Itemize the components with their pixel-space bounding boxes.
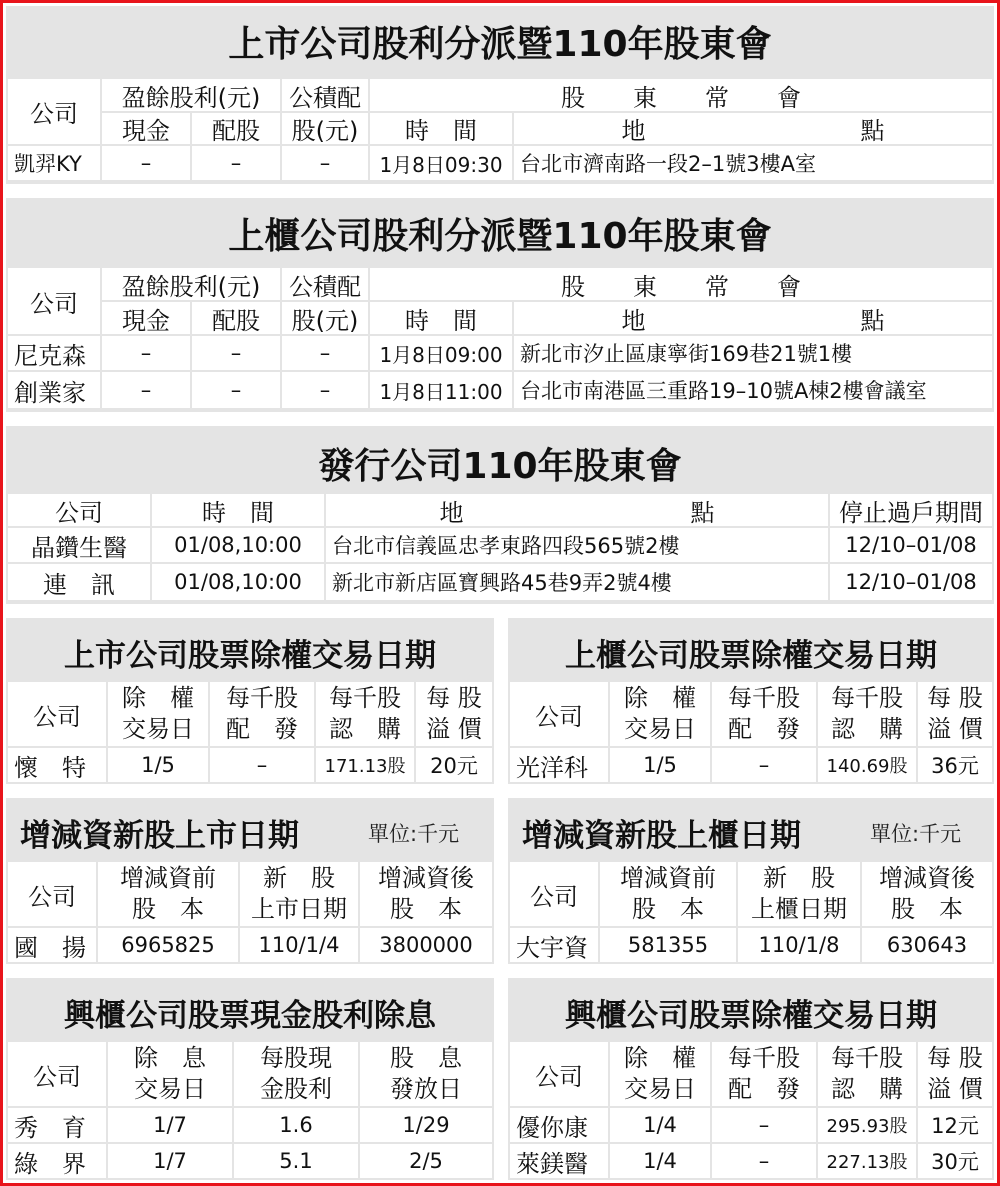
header-subscribe-2: 認 購 [329, 715, 401, 743]
listed-exrights-section [6, 618, 494, 784]
header-company: 公司 [8, 862, 96, 926]
header-paydate-1: 股 息 [390, 1044, 462, 1072]
header-agm: 股 東 常 會 [370, 79, 992, 111]
header-newdate-1: 新 股 [263, 864, 335, 892]
cash-cell: 5.1 [234, 1144, 358, 1178]
header-distribute-1: 每千股 [728, 684, 800, 712]
header-distribute-1: 每千股 [728, 1044, 800, 1072]
company-cell: 光洋科 [510, 748, 608, 782]
exdate-cell: 1/5 [108, 748, 208, 782]
header-cash-2: 金股利 [260, 1075, 332, 1103]
header-exdate-2: 交易日 [122, 715, 194, 743]
company-cell: 優你康 [510, 1108, 608, 1142]
header-after-2: 股 本 [390, 895, 462, 923]
header-subscribe-1: 每千股 [329, 684, 401, 712]
section-title: 興櫃公司股票現金股利除息 [64, 998, 436, 1034]
unit-label: 單位:千元 [870, 822, 962, 846]
place-cell: 台北市濟南路一段2–1號3樓A室 [514, 146, 992, 180]
header-premium-1: 每 股 [927, 684, 983, 712]
header-premium [416, 682, 492, 746]
cash-cell: – [102, 372, 190, 408]
reserve-cell: – [282, 146, 368, 180]
subscribe-cell: 140.69股 [818, 748, 916, 782]
after-cell: 630643 [862, 928, 992, 962]
header-earnings-dividend: 盈餘股利(元) [102, 79, 280, 111]
section-title: 上市公司股利分派暨110年股東會 [228, 24, 772, 65]
header-premium-2: 溢 價 [426, 715, 482, 743]
header-company: 公司 [510, 862, 598, 926]
exdate-cell: 1/5 [610, 748, 710, 782]
company-cell: 大宇資 [510, 928, 598, 962]
header-before-2: 股 本 [132, 895, 204, 923]
subscribe-cell: 227.13股 [818, 1144, 916, 1178]
header-premium-1: 每 股 [426, 684, 482, 712]
header-cash: 現金 [102, 113, 190, 144]
exdate-cell: 1/7 [108, 1144, 232, 1178]
header-company: 公司 [8, 682, 106, 746]
cash-cell: – [102, 146, 190, 180]
header-subscribe [316, 682, 414, 746]
header-distribute [712, 1042, 816, 1106]
header-company: 公司 [8, 79, 100, 144]
suspension-cell: 12/10–01/08 [830, 528, 992, 562]
header-place-2: 點 [690, 498, 715, 526]
header-place-1: 地 [621, 117, 646, 144]
place-cell: 新北市新店區寶興路45巷9弄2號4樓 [326, 564, 828, 600]
header-company: 公司 [8, 1042, 106, 1106]
time-cell: 01/08,10:00 [152, 528, 324, 562]
header-premium-2: 溢 價 [927, 715, 983, 743]
header-after-1: 增減資後 [879, 864, 975, 892]
header-place-1: 地 [621, 306, 646, 334]
header-paydate [360, 1042, 492, 1106]
header-distribute [210, 682, 314, 746]
header-distribute-1: 每千股 [226, 684, 298, 712]
header-time: 時 間 [152, 494, 324, 526]
header-after-2: 股 本 [891, 895, 963, 923]
header-cash: 現金 [102, 302, 190, 334]
header-premium-1: 每 股 [927, 1044, 983, 1072]
emerging-cash-section [6, 978, 494, 1180]
company-cell: 萊鎂醫 [510, 1144, 608, 1178]
header-company: 公司 [510, 1042, 608, 1106]
company-cell: 創業家 [8, 372, 100, 408]
issuer-agm-section [6, 426, 994, 604]
suspension-cell: 12/10–01/08 [830, 564, 992, 600]
time-cell: 1月8日11:00 [370, 372, 512, 408]
header-exdate-2: 交易日 [134, 1075, 206, 1103]
header-company: 公司 [510, 682, 608, 746]
header-exdate-2: 交易日 [624, 1075, 696, 1103]
header-capital-reserve: 公積配 [282, 79, 368, 111]
emerging-exrights-section [508, 978, 994, 1180]
header-subscribe-1: 每千股 [831, 1044, 903, 1072]
distribute-cell: – [712, 1144, 816, 1178]
header-exdate [108, 1042, 232, 1106]
before-cell: 581355 [600, 928, 736, 962]
header-after [862, 862, 992, 926]
stock-cell: – [192, 336, 280, 370]
header-subscribe-1: 每千股 [831, 684, 903, 712]
header-capital-reserve: 公積配 [282, 268, 368, 300]
header-place [326, 494, 828, 526]
section-title: 增減資新股上市日期 [20, 818, 299, 854]
distribute-cell: – [712, 748, 816, 782]
header-stock: 配股 [192, 302, 280, 334]
header-paydate-2: 發放日 [390, 1075, 462, 1103]
header-newdate [240, 862, 358, 926]
header-after [360, 862, 492, 926]
after-cell: 3800000 [360, 928, 492, 962]
company-cell: 國 揚 [8, 928, 96, 962]
unit-label: 單位:千元 [368, 822, 460, 846]
header-premium [918, 682, 992, 746]
header-distribute-2: 配 發 [728, 1075, 800, 1103]
header-place-1: 地 [439, 498, 464, 526]
company-cell: 凱羿KY [8, 146, 100, 180]
header-exdate-1: 除 權 [122, 684, 194, 712]
header-newdate [738, 862, 860, 926]
header-stock: 配股 [192, 113, 280, 144]
paydate-cell: 2/5 [360, 1144, 492, 1178]
place-cell: 台北市信義區忠孝東路四段565號2樓 [326, 528, 828, 562]
listed-capital-section [6, 798, 494, 964]
premium-cell: 36元 [918, 748, 992, 782]
header-exdate [108, 682, 208, 746]
header-cash [234, 1042, 358, 1106]
header-premium [918, 1042, 992, 1106]
company-cell: 晶鑽生醫 [8, 528, 150, 562]
place-cell: 台北市南港區三重路19–10號A棟2樓會議室 [514, 372, 992, 408]
header-subscribe [818, 1042, 916, 1106]
stock-cell: – [192, 372, 280, 408]
header-before-1: 增減資前 [620, 864, 716, 892]
company-cell: 尼克森 [8, 336, 100, 370]
section-title: 上市公司股票除權交易日期 [64, 638, 436, 674]
company-cell: 秀 育 [8, 1108, 106, 1142]
header-distribute [712, 682, 816, 746]
section-title: 發行公司110年股東會 [318, 446, 682, 487]
header-exdate-1: 除 息 [134, 1044, 206, 1072]
header-after-1: 增減資後 [378, 864, 474, 892]
header-before-1: 增減資前 [120, 864, 216, 892]
time-cell: 1月8日09:00 [370, 336, 512, 370]
header-place [514, 302, 992, 334]
header-suspension: 停止過戶期間 [830, 494, 992, 526]
header-company: 公司 [8, 494, 150, 526]
company-cell: 懷 特 [8, 748, 106, 782]
header-subscribe [818, 682, 916, 746]
header-cash-1: 每股現 [260, 1044, 332, 1072]
header-premium-2: 溢 價 [927, 1075, 983, 1103]
header-newdate-2: 上市日期 [251, 895, 347, 923]
header-time: 時 間 [370, 113, 512, 144]
premium-cell: 20元 [416, 748, 492, 782]
exdate-cell: 1/7 [108, 1108, 232, 1142]
header-exdate [610, 1042, 710, 1106]
header-exdate [610, 682, 710, 746]
cash-cell: – [102, 336, 190, 370]
header-subscribe-2: 認 購 [831, 715, 903, 743]
subscribe-cell: 171.13股 [316, 748, 414, 782]
header-before [600, 862, 736, 926]
otc-exrights-section [508, 618, 994, 784]
cash-cell: 1.6 [234, 1108, 358, 1142]
exdate-cell: 1/4 [610, 1108, 710, 1142]
section-title: 興櫃公司股票除權交易日期 [565, 998, 937, 1034]
header-earnings-dividend: 盈餘股利(元) [102, 268, 280, 300]
paydate-cell: 1/29 [360, 1108, 492, 1142]
premium-cell: 30元 [918, 1144, 992, 1178]
header-company: 公司 [8, 268, 100, 334]
reserve-cell: – [282, 336, 368, 370]
exdate-cell: 1/4 [610, 1144, 710, 1178]
premium-cell: 12元 [918, 1108, 992, 1142]
newdate-cell: 110/1/4 [240, 928, 358, 962]
company-cell: 綠 界 [8, 1144, 106, 1178]
header-distribute-2: 配 發 [728, 715, 800, 743]
otc-capital-section [508, 798, 994, 964]
header-place-2: 點 [860, 306, 885, 334]
header-newdate-1: 新 股 [763, 864, 835, 892]
header-place [514, 113, 992, 144]
time-cell: 01/08,10:00 [152, 564, 324, 600]
before-cell: 6965825 [98, 928, 238, 962]
distribute-cell: – [712, 1108, 816, 1142]
header-agm: 股 東 常 會 [370, 268, 992, 300]
header-exdate-1: 除 權 [624, 684, 696, 712]
company-cell: 連 訊 [8, 564, 150, 600]
header-place-2: 點 [860, 117, 885, 144]
subscribe-cell: 295.93股 [818, 1108, 916, 1142]
stock-cell: – [192, 146, 280, 180]
header-exdate-1: 除 權 [624, 1044, 696, 1072]
header-time: 時 間 [370, 302, 512, 334]
section-title: 上櫃公司股利分派暨110年股東會 [228, 216, 772, 257]
newdate-cell: 110/1/8 [738, 928, 860, 962]
place-cell: 新北市汐止區康寧街169巷21號1樓 [514, 336, 992, 370]
header-distribute-2: 配 發 [226, 715, 298, 743]
distribute-cell: – [210, 748, 314, 782]
listed-agm-section [6, 6, 994, 184]
header-capital-reserve-unit: 股(元) [282, 302, 368, 334]
section-title: 上櫃公司股票除權交易日期 [565, 638, 937, 674]
header-subscribe-2: 認 購 [831, 1075, 903, 1103]
header-exdate-2: 交易日 [624, 715, 696, 743]
header-before-2: 股 本 [632, 895, 704, 923]
reserve-cell: – [282, 372, 368, 408]
header-newdate-2: 上櫃日期 [751, 895, 847, 923]
header-capital-reserve-unit: 股(元) [282, 113, 368, 144]
section-title: 增減資新股上櫃日期 [522, 818, 801, 854]
time-cell: 1月8日09:30 [370, 146, 512, 180]
header-before [98, 862, 238, 926]
otc-agm-section [6, 198, 994, 412]
